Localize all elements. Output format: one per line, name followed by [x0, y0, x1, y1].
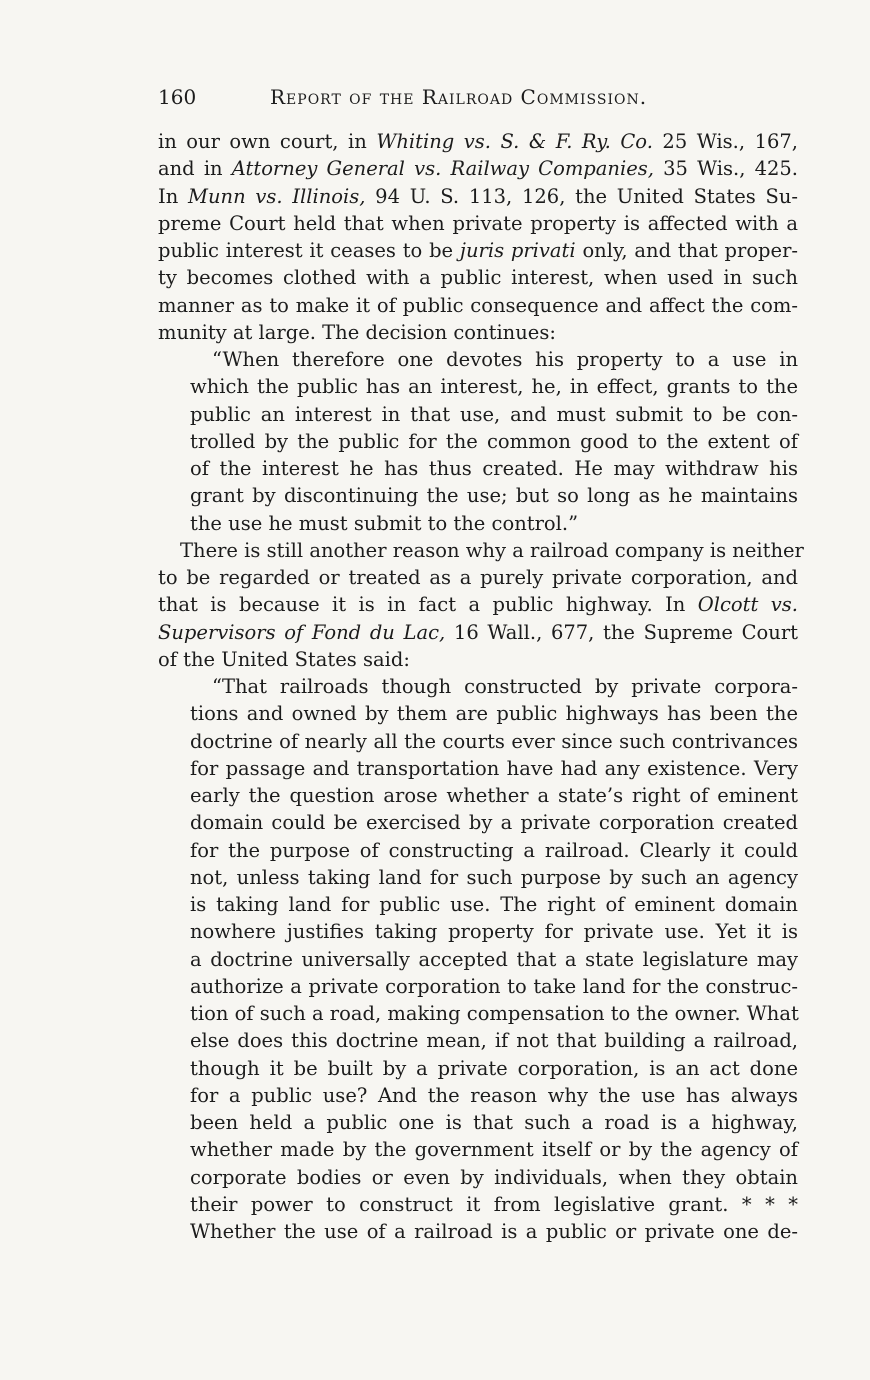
quote-line: not, unless taking land for such purpose by such an agency	[190, 865, 798, 889]
quote-line: else does this doctrine mean, if not that building a railroad,	[190, 1029, 798, 1053]
quote-line: Whether the use of a railroad is a public or private one de-	[190, 1220, 798, 1243]
quote-line: though it be built by a private corporation, is an act done	[190, 1056, 798, 1080]
text-line: preme Court held that when private property is affected with a	[158, 211, 798, 235]
quote-line: their power to construct it from legislative grant. * * *	[190, 1192, 798, 1216]
paragraph-2	[158, 537, 804, 673]
page-header	[158, 82, 798, 112]
text-line: Supervisors of Fond du Lac, 16 Wall., 677, the Supreme Court	[158, 620, 798, 644]
text-line: manner as to make it of public consequence and affect the com-	[158, 293, 798, 317]
case-citation: Munn vs. Illinois,	[187, 184, 366, 208]
case-citation: Attorney General vs. Railway Companies,	[231, 157, 654, 181]
text-line: ty becomes clothed with a public interest, when used in such	[158, 266, 798, 290]
quote-line: grant by discontinuing the use; but so long as he maintains	[190, 484, 798, 508]
text-line: and in Attorney General vs. Railway Companies, 35 Wis., 425.	[158, 157, 798, 181]
quote-line: trolled by the public for the common good to the extent of	[190, 429, 798, 453]
block-quote-1	[158, 346, 798, 537]
text-line: There is still another reason why a railroad company is neither	[180, 538, 804, 562]
quote-line: nowhere justifies taking property for private use. Yet it is	[190, 920, 798, 944]
text-line: that is because it is in fact a public highway. In Olcott vs.	[158, 593, 798, 617]
quote-line: tions and owned by them are public highways has been the	[190, 702, 798, 726]
page-number: 160	[158, 85, 197, 109]
page-body	[158, 128, 804, 1245]
quote-line: early the question arose whether a state’s right of eminent	[190, 784, 798, 807]
text-line: public interest it ceases to be juris privati only, and that proper-	[158, 239, 798, 262]
quote-line: is taking land for public use. The right of eminent domain	[190, 893, 798, 916]
quote-line: which the public has an interest, he, in effect, grants to the	[190, 375, 798, 399]
latin-term: juris privati	[459, 239, 576, 262]
text-line: of the United States said:	[158, 647, 410, 671]
quote-line: “When therefore one devotes his property to a use in	[212, 348, 798, 371]
text-line: In Munn vs. Illinois, 94 U. S. 113, 126, the United States Su-	[158, 184, 799, 208]
block-quote-2	[158, 673, 798, 1245]
case-citation: Whiting vs. S. & F. Ry. Co.	[376, 130, 653, 153]
quote-line: “That railroads though constructed by private corpora-	[212, 675, 798, 698]
quote-line: for a public use? And the reason why the use has always	[190, 1083, 798, 1107]
quote-line: doctrine of nearly all the courts ever since such contrivances	[190, 729, 798, 753]
quote-line: of the interest he has thus created. He may withdraw his	[190, 457, 798, 480]
quote-line: for passage and transportation have had any existence. Very	[190, 756, 798, 780]
quote-line: a doctrine universally accepted that a state legislature may	[190, 947, 798, 971]
quote-line: for the purpose of constructing a railroad. Clearly it could	[190, 838, 798, 862]
paragraph-1	[158, 128, 798, 346]
case-citation: Olcott vs.	[697, 593, 798, 617]
running-title: Report of the Railroad Commission.	[270, 85, 648, 109]
quote-line: whether made by the government itself or by the agency of	[190, 1138, 798, 1162]
quote-line: corporate bodies or even by individuals, when they obtain	[190, 1165, 798, 1189]
text-line: munity at large. The decision continues:	[158, 320, 556, 344]
quote-line: authorize a private corporation to take land for the construc-	[190, 974, 798, 998]
text-line: in our own court, in Whiting vs. S. & F. Ry. Co. 25 Wis., 167,	[158, 130, 798, 153]
quote-line: been held a public one is that such a road is a highway,	[190, 1111, 798, 1134]
case-citation: Supervisors of Fond du Lac,	[158, 620, 446, 644]
text-line: to be regarded or treated as a purely private corporation, and	[158, 566, 798, 589]
quote-line: domain could be exercised by a private corporation created	[190, 811, 798, 835]
quote-line: public an interest in that use, and must submit to be con-	[190, 402, 798, 426]
quote-line: the use he must submit to the control.”	[190, 511, 579, 535]
quote-line: tion of such a road, making compensation to the owner. What	[190, 1002, 799, 1025]
